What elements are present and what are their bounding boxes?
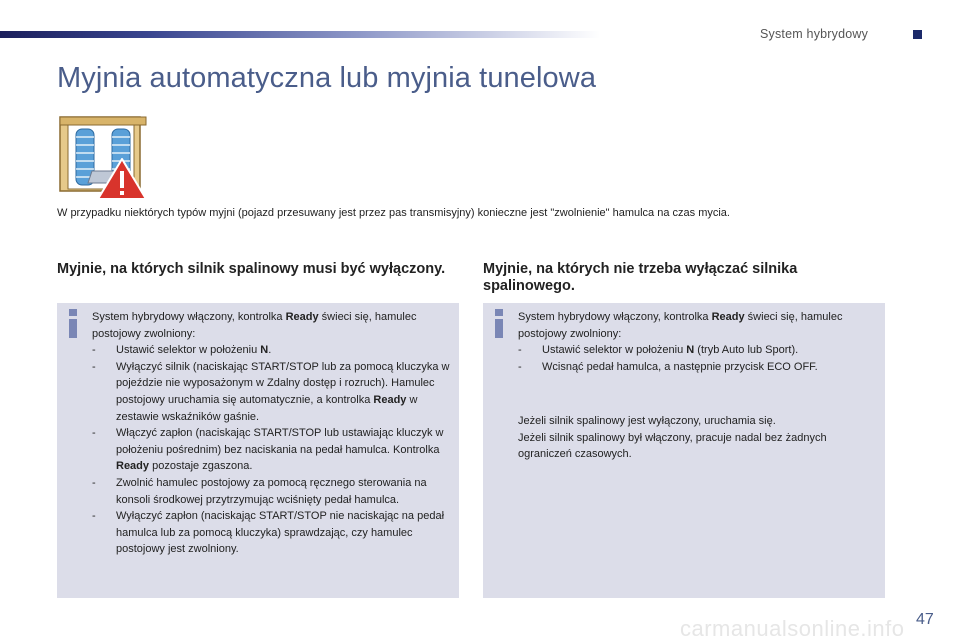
left-info-panel bbox=[57, 303, 459, 598]
left-panel-text bbox=[92, 309, 454, 558]
list-item: - Włączyć zapłon (naciskając START/STOP lub ustawiając kluczyk w położeniu pośrednim) bez naciskania na pedał hamulca. Kontrolka Ready pozostaje zgaszona. bbox=[92, 427, 444, 473]
intro-text: W przypadku niektórych typów myjni (pojazd przesuwany jest przez pas transmisyjny) konieczne jest "zwolnienie" hamulca na czas mycia. bbox=[57, 207, 730, 219]
right-section-heading: Myjnie, na których nie trzeba wyłączać silnika spalinowego. bbox=[483, 261, 798, 294]
right-panel-text bbox=[518, 309, 880, 375]
header-gradient-bar bbox=[0, 31, 600, 38]
left-steps-list bbox=[92, 342, 454, 558]
right-extra-line-2: Jeżeli silnik spalinowy był włączony, pracuje nadal bez żadnych ograniczeń czasowych. bbox=[518, 431, 827, 461]
left-intro-paragraph: System hybrydowy włączony, kontrolka Ready świeci się, hamulec postojowy zwolniony: bbox=[92, 311, 417, 340]
chapter-title: System hybrydowy bbox=[760, 27, 869, 41]
right-extra-text bbox=[518, 413, 880, 463]
right-steps-list bbox=[518, 342, 880, 375]
list-item: - Wyłączyć zapłon (naciskając START/STOP nie naciskając na pedał hamulca lub za pomocą kluczyka) sprawdzając, czy hamulec postojowy jest zwolniony. bbox=[92, 510, 445, 556]
list-item: - Zwolnić hamulec postojowy za pomocą ręcznego sterowania na konsoli środkowej przytrzymując wciśnięty pedał hamulca. bbox=[92, 476, 427, 506]
list-item: - Wyłączyć silnik (naciskając START/STOP lub za pomocą kluczyka w pojeździe nie wyposażonym w Zdalny dostęp i rozruch). Hamulec postojowy uruchamia się automatycznie, a kontrolka Ready w zestawie wskaźników gaśnie. bbox=[92, 360, 450, 423]
right-extra-line-1: Jeżeli silnik spalinowy jest wyłączony, uruchamia się. bbox=[518, 415, 776, 427]
right-info-panel bbox=[483, 303, 885, 598]
info-icon bbox=[494, 309, 504, 337]
info-icon bbox=[68, 309, 78, 337]
chapter-mark bbox=[913, 30, 922, 39]
page-number: 47 bbox=[916, 611, 934, 628]
left-section-heading: Myjnie, na których silnik spalinowy musi być wyłączony. bbox=[57, 261, 446, 277]
list-item: - Wcisnąć pedał hamulca, a następnie przycisk ECO OFF. bbox=[518, 360, 818, 373]
list-item: - Ustawić selektor w położeniu N (tryb Auto lub Sport). bbox=[518, 344, 799, 357]
watermark: carmanualsonline.info bbox=[680, 616, 905, 640]
list-item: - Ustawić selektor w położeniu N. bbox=[92, 344, 272, 357]
car-wash-warning-illustration bbox=[58, 113, 150, 201]
right-intro-paragraph: System hybrydowy włączony, kontrolka Ready świeci się, hamulec postojowy zwolniony: bbox=[518, 311, 843, 340]
page-title: Myjnia automatyczna lub myjnia tunelowa bbox=[57, 62, 597, 94]
